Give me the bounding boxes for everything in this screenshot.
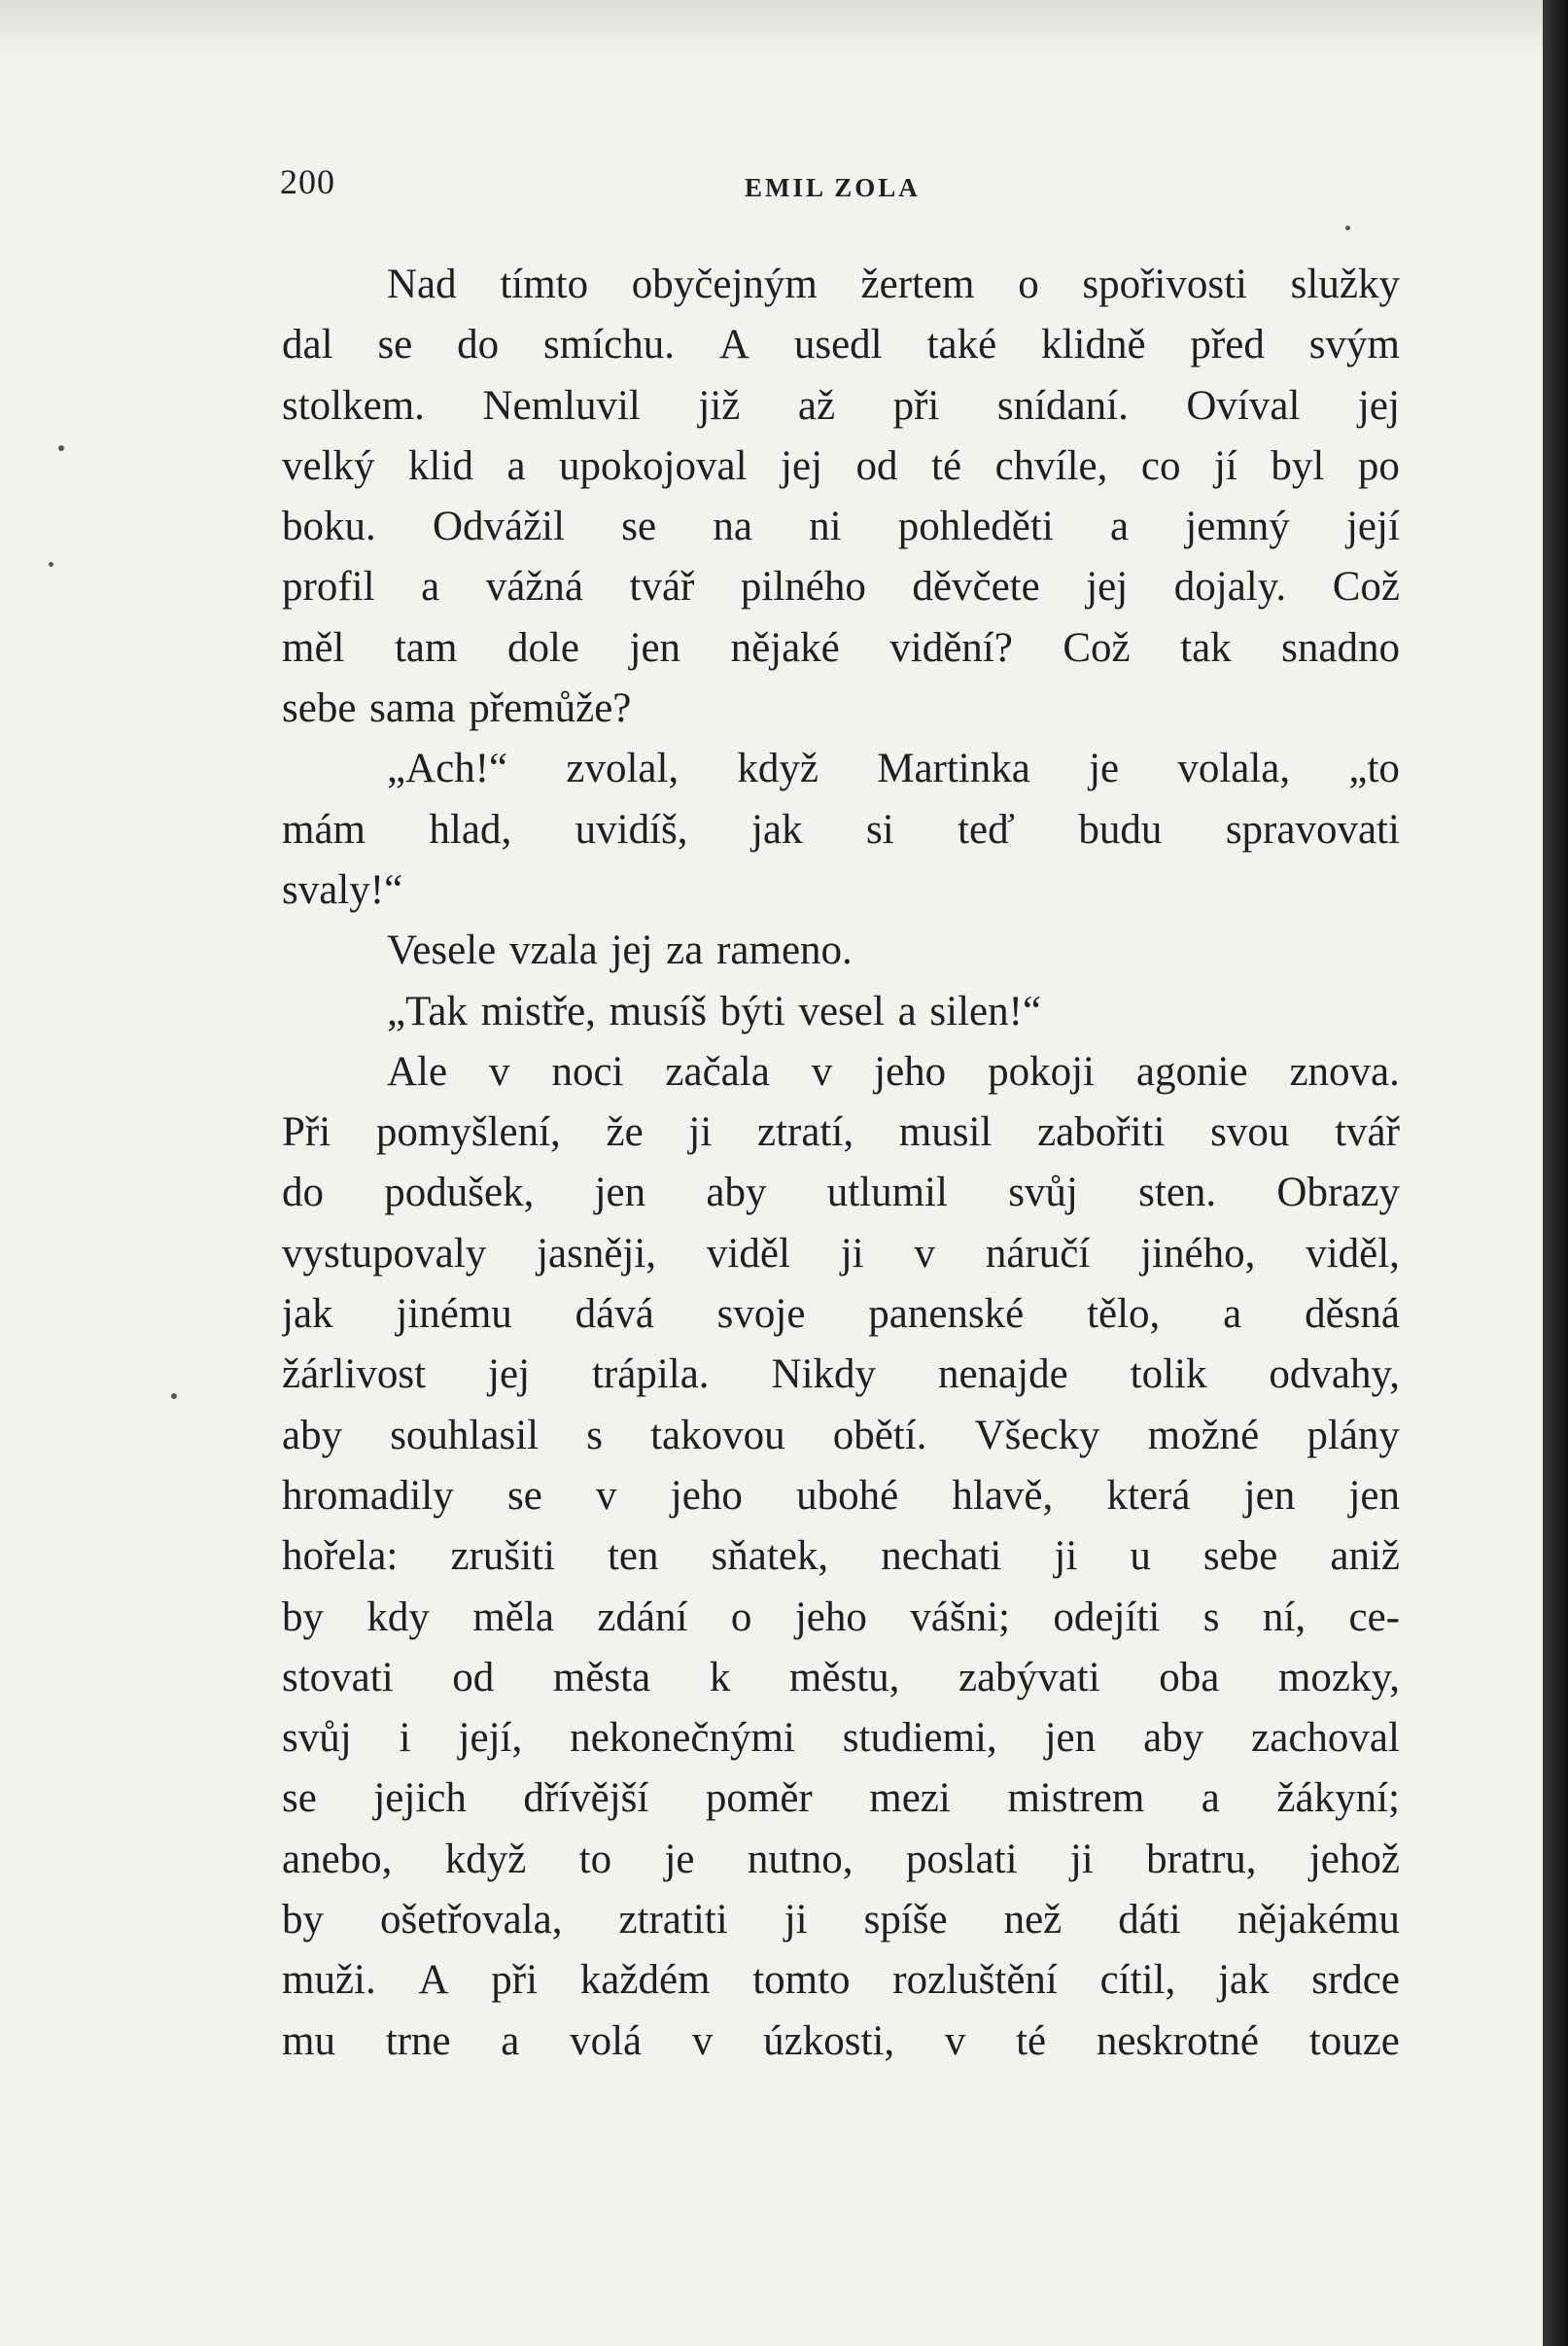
body-text [282,255,1400,2072]
text-line: „Ach!“ zvolal, když Martinka je volala, „to [387,746,1400,792]
text-line: mu trne a volá v úzkosti, v té neskrotné touze [282,2017,1400,2064]
scan-speck [171,1393,177,1399]
text-line: svaly!“ [282,866,403,913]
text-line: anebo, když to je nutno, poslati ji bratru, jehož [282,1836,1400,1882]
text-line: dal se do smíchu. A usedl také klidně před svým [282,322,1400,368]
text-line: hořela: zrušiti ten sňatek, nechati ji u sebe aniž [282,1533,1400,1580]
text-line: by ošetřovala, ztratiti ji spíše než dáti nějakému [282,1897,1400,1943]
page-top-shadow [0,0,1543,58]
text-line: velký klid a upokojoval jej od té chvíle, co jí byl po [282,442,1400,489]
text-line: hromadily se v jeho ubohé hlavě, která jen jen [282,1472,1400,1519]
text-line: Nad tímto obyčejným žertem o spořivosti služky [387,262,1400,307]
page-header [280,161,1398,210]
text-line: muži. A při každém tomto rozluštění cítil, jak srdce [282,1957,1400,2004]
text-line: stolkem. Nemluvil již až při snídaní. Ovíval jej [282,382,1400,429]
scan-speck [49,562,53,567]
text-line: profil a vážná tvář pilného děvčete jej dojaly. Což [282,564,1400,611]
running-head: EMIL ZOLA [745,173,921,202]
text-line: se jejich dřívější poměr mezi mistrem a žákyní; [282,1775,1400,1822]
text-line: mám hlad, uvidíš, jak si teď budu spravovati [282,806,1400,853]
text-line: svůj i její, nekonečnými studiemi, jen aby zachoval [282,1715,1400,1762]
page-binding-edge [1543,0,1568,2346]
text-line: do podušek, jen aby utlumil svůj sten. Obrazy [282,1170,1400,1216]
text-line: aby souhlasil s takovou obětí. Všecky možné plány [282,1412,1400,1458]
text-line: Ale v noci začala v jeho pokoji agonie znova. [387,1048,1400,1095]
text-line: žárlivost jej trápila. Nikdy nenajde tolik odvahy, [282,1351,1400,1398]
text-line: „Tak mistře, musíš býti vesel a silen!“ [387,988,1042,1034]
text-line: jak jinému dává svoje panenské tělo, a děsná [282,1291,1400,1338]
text-line: stovati od města k městu, zabývati oba mozky, [282,1654,1400,1700]
scan-speck [1345,226,1350,230]
text-line: sebe sama přemůže? [282,685,632,732]
text-line: Vesele vzala jej za rameno. [387,928,853,974]
page-number: 200 [280,162,335,201]
text-line: by kdy měla zdání o jeho vášni; odejíti s ní, ce- [282,1593,1400,1640]
text-line: Při pomyšlení, že ji ztratí, musil zabořiti svou tvář [282,1109,1400,1156]
text-line: vystupovaly jasněji, viděl ji v náručí jiného, viděl, [282,1230,1400,1277]
text-line: měl tam dole jen nějaké vidění? Což tak snadno [282,624,1400,671]
text-line: boku. Odvážil se na ni pohleděti a jemný její [282,504,1400,550]
scan-speck [58,445,64,451]
